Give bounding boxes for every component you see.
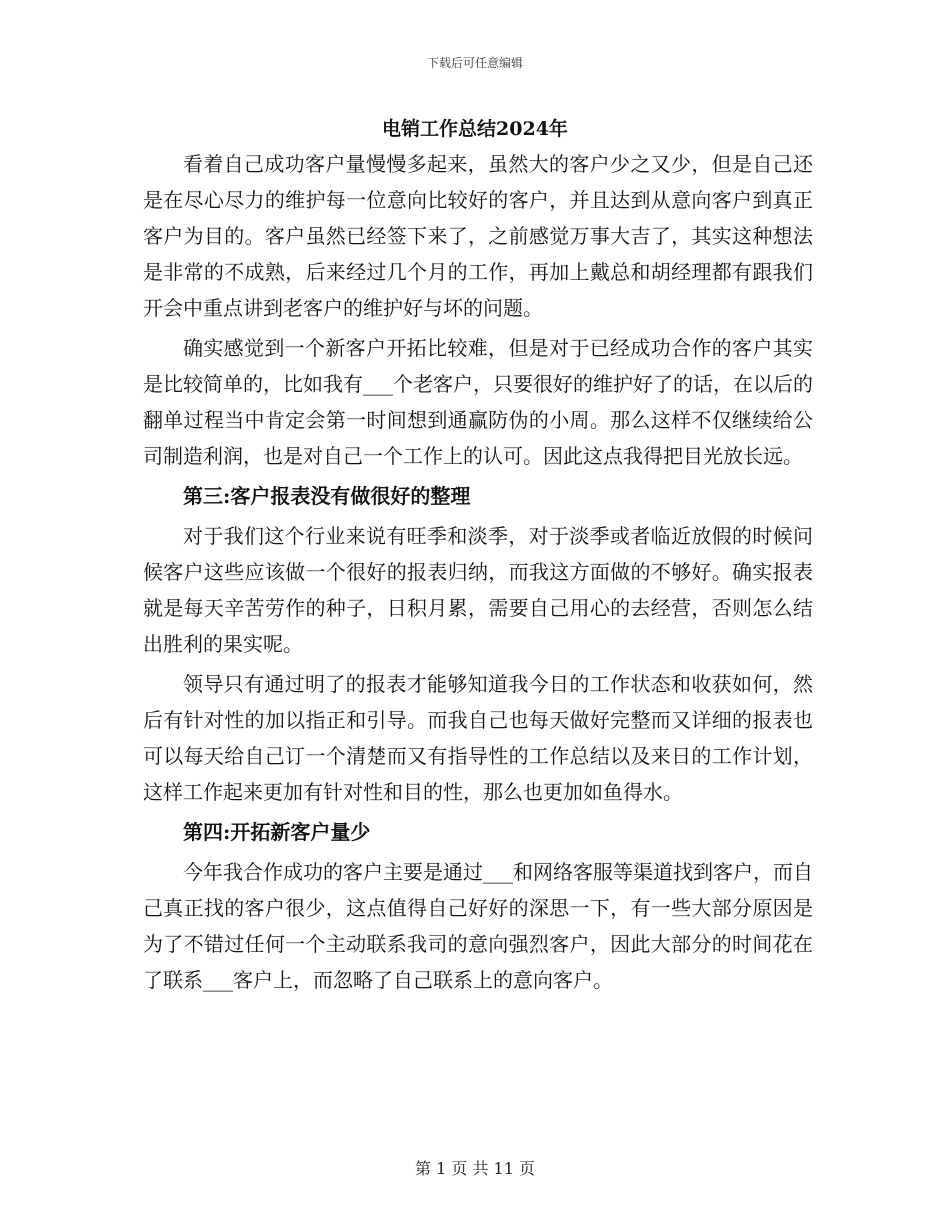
section-4-paragraph-1: 今年我合作成功的客户主要是通过___和网络客服等渠道找到客户，而自己真正找的客户很少，这点值得自己好好的深思一下，有一些大部分原因是为了不错过任何一个主动联系我司的意向强烈客户，因此大部分的时间花在了联系___客户上，而忽略了自己联系上的意向客户。	[143, 860, 813, 992]
paragraph-1: 看着自己成功客户量慢慢多起来，虽然大的客户少之又少，但是自己还是在尽心尽力的维护每一位意向比较好的客户，并且达到从意向客户到真正客户为目的。客户虽然已经签下来了，之前感觉万事大吉了，其实这种想法是非常的不成熟，后来经过几个月的工作，再加上戴总和胡经理都有跟我们开会中重点讲到老客户的维护好与坏的问题。	[143, 152, 813, 320]
page-header: 下载后可任意编辑	[426, 56, 523, 70]
section-3-heading: 第三:客户报表没有做很好的整理	[183, 484, 471, 508]
section-3-paragraph-2: 领导只有通过明了的报表才能够知道我今日的工作状态和收获如何，然后有针对性的加以指正和引导。而我自己也每天做好完整而又详细的报表也可以每天给自己订一个清楚而又有指导性的工作总结以及来日的工作计划，这样工作起来更加有针对性和目的性，那么也更加如鱼得水。	[143, 672, 813, 804]
document-title: 电销工作总结2024年	[382, 118, 568, 140]
document-body	[143, 146, 813, 1002]
paragraph-2: 确实感觉到一个新客户开拓比较难，但是对于已经成功合作的客户其实是比较简单的，比如我有___个老客户，只要很好的维护好了的话，在以后的翻单过程当中肯定会第一时间想到通赢防伪的小周。那么这样不仅继续给公司制造利润，也是对自己一个工作上的认可。因此这点我得把目光放长远。	[143, 336, 813, 468]
section-3-paragraph-1: 对于我们这个行业来说有旺季和淡季，对于淡季或者临近放假的时候问候客户这些应该做一个很好的报表归纳，而我这方面做的不够好。确实报表就是每天辛苦劳作的种子，日积月累，需要自己用心的去经营，否则怎么结出胜利的果实呢。	[143, 524, 813, 656]
section-4-heading: 第四:开拓新客户量少	[183, 820, 371, 844]
page-footer: 第 1 页 共 11 页	[415, 1159, 535, 1178]
